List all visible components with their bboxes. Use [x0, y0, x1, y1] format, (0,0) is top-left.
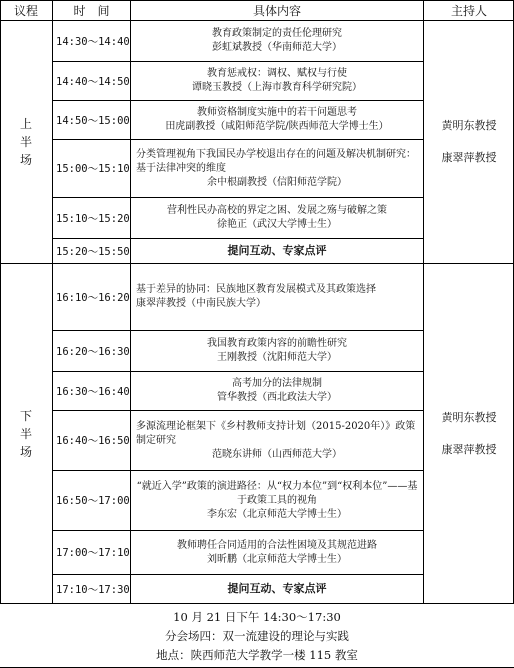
session-time: 16:50～17:00	[56, 495, 130, 507]
session-title: 教师资格制度实施中的若干问题思考	[197, 107, 357, 118]
host-name: 黄明东教授	[441, 410, 497, 424]
morning-hosts	[424, 21, 514, 263]
session-content	[132, 140, 422, 197]
session-title: 营利性民办高校的界定之困、发展之殇与破解之策	[167, 205, 387, 216]
session-speaker: 康翠萍教授（中南民族大学）	[136, 298, 266, 309]
venue-footer	[0, 604, 514, 668]
header-host: 主持人	[424, 0, 514, 21]
session-time: 17:10～17:30	[56, 583, 130, 596]
session-time: 14:30～14:40	[56, 35, 130, 48]
session-speaker: 谭晓玉教授（上海市教育科学研究院）	[192, 82, 362, 93]
session-time: 16:30～16:40	[56, 385, 130, 398]
session-title: 基于差异的协同：民族地区教育发展模式及其政策选择	[136, 284, 376, 295]
session-title: 教育惩戒权：调权、赋权与行使	[207, 68, 347, 79]
morning-label	[0, 21, 52, 263]
afternoon-label-char: 半	[19, 426, 32, 441]
session-content	[132, 372, 422, 410]
session-title: 教师聘任合同适用的合法性困境及其规范进路	[177, 539, 377, 551]
morning-label-char: 场	[19, 153, 32, 167]
header-time: 时 间	[53, 0, 130, 21]
session-time: 15:00～15:10	[56, 163, 130, 175]
afternoon-hosts	[424, 264, 514, 603]
afternoon-label-char: 场	[19, 444, 32, 459]
morning-label-char: 半	[19, 135, 32, 149]
session-speaker: 管华教授（西北政法大学）	[217, 392, 337, 403]
session-speaker: 刘昕鹏（北京师范大学博士生）	[207, 553, 347, 565]
host-name: 黄明东教授	[441, 119, 497, 132]
session-title: 高考加分的法律规制	[232, 378, 322, 389]
session-content	[132, 411, 422, 470]
session-title: 多源流理论框架下《乡村教师支持计划（2015-2020年）》政策制定研究	[136, 420, 416, 446]
footer-session: 分会场四：双一流建设的理论与实践	[165, 628, 349, 643]
session-speaker: 余中根副教授（信阳师范学院）	[207, 176, 347, 188]
qa-session-title: 提问互动、专家点评	[227, 582, 327, 595]
session-title: 教育政策制定的责任伦理研究	[212, 28, 342, 39]
session-speaker: 范晓东讲师（山西师范大学）	[212, 448, 342, 460]
session-time: 14:40～14:50	[56, 75, 130, 88]
session-time: 16:10～16:20	[56, 291, 130, 304]
session-time: 15:20～15:50	[56, 245, 130, 258]
session-content	[132, 575, 422, 603]
host-name: 康翠萍教授	[441, 151, 497, 164]
afternoon-label-char: 下	[19, 408, 32, 423]
session-time: 16:20～16:30	[56, 345, 130, 358]
morning-label-char: 上	[19, 117, 32, 131]
session-content	[132, 331, 422, 371]
session-time: 14:50～15:00	[56, 114, 130, 127]
session-speaker: 田虎副教授（咸阳师范学院/陕西师范大学博士生）	[165, 121, 389, 132]
session-content	[132, 101, 422, 139]
session-speaker: 王刚教授（沈阳师范大学）	[217, 352, 337, 363]
session-title: 分类管理视角下我国民办学校退出存在的问题及解决机制研究：基于法律冲突的维度	[136, 148, 416, 174]
session-content	[132, 21, 422, 61]
session-title: “就近入学”政策的演进路径：从“权力本位”到“权利本位”——基于政策工具的视角	[136, 480, 418, 506]
session-speaker: 彭虹斌教授（华南师范大学）	[212, 42, 342, 53]
session-time: 15:10～15:20	[56, 212, 130, 225]
header-agenda: 议程	[0, 0, 52, 21]
session-time: 16:40～16:50	[56, 435, 130, 447]
footer-date: 10 月 21 日下午 14:30～17:30	[173, 609, 341, 624]
session-content	[132, 62, 422, 100]
session-content	[132, 198, 422, 238]
session-content	[132, 531, 422, 574]
session-speaker: 李东宏（北京师范大学博士生）	[207, 508, 347, 520]
host-name: 康翠萍教授	[441, 442, 497, 456]
footer-location: 地点：陕西师范大学教学一楼 115 教室	[156, 647, 358, 662]
session-content	[132, 471, 422, 530]
session-content	[132, 239, 422, 263]
session-speaker: 徐艳正（武汉大学博士生）	[217, 219, 337, 230]
session-title: 我国教育政策内容的前瞻性研究	[207, 338, 347, 349]
session-content	[132, 264, 422, 330]
col-divider-1	[52, 0, 53, 604]
header-content: 具体内容	[131, 0, 423, 21]
qa-session-title: 提问互动、专家点评	[227, 244, 327, 257]
session-time: 17:00～17:10	[56, 547, 130, 559]
afternoon-label	[0, 264, 52, 603]
